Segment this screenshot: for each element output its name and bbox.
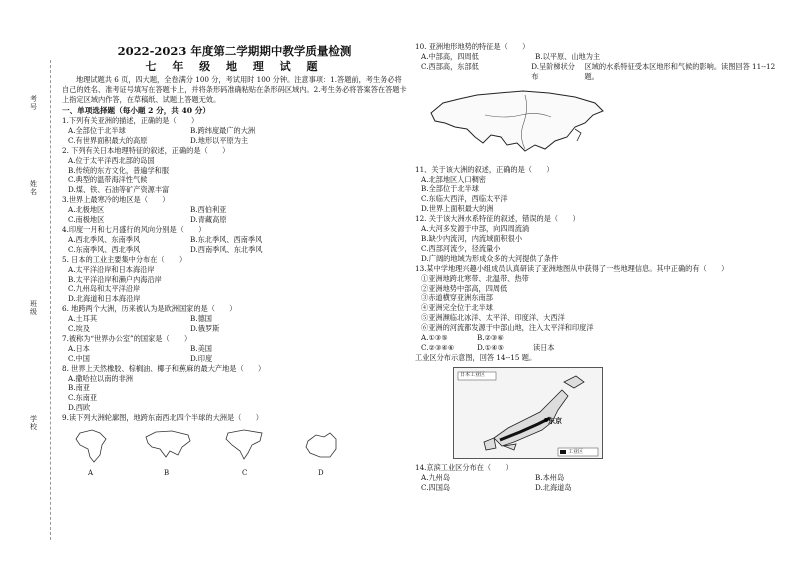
option-a[interactable]: A.北极地区 <box>68 205 105 215</box>
map-title: 日本工业区 <box>460 371 486 378</box>
option-c[interactable]: C.有世界面积最大的高原 <box>68 135 148 145</box>
option-a[interactable]: A.土耳其 <box>68 314 98 324</box>
question-5 <box>62 255 407 305</box>
option-b[interactable]: B.本州岛 <box>535 472 565 482</box>
question-13 <box>415 264 785 363</box>
option-b[interactable]: B.全部位于北半球 <box>421 184 479 194</box>
right-column <box>415 42 785 492</box>
japan-map-icon <box>454 368 604 460</box>
map-label-tokyo: 东京 <box>548 415 562 425</box>
question-10 <box>415 42 785 82</box>
question-11 <box>415 165 785 215</box>
question-9 <box>62 413 407 478</box>
option-b[interactable]: B.德国 <box>190 314 212 324</box>
asia-map-icon <box>425 85 610 161</box>
question-stem: 5. 日本的工业主要集中分布在（ ） <box>62 254 187 264</box>
option-d[interactable]: D.呈阶梯状分布 <box>531 61 575 81</box>
option-c[interactable]: C.东南亚 <box>68 393 98 403</box>
statement: ③赤道横穿亚洲东南部 <box>421 293 493 303</box>
passage-intro-start: 读日本 <box>533 342 555 352</box>
side-label-exam-no: 考号 <box>30 95 37 111</box>
section-heading: 一、单项选择题（每小题 2 分，共 40 分） <box>62 106 210 115</box>
passage-intro: 工业区分布示意图，回答 14--15 题。 <box>415 352 537 362</box>
africa-outline-icon[interactable] <box>72 427 112 465</box>
exam-subtitle: 七 年 级 地 理 试 题 <box>145 60 324 73</box>
side-label-name: 姓名 <box>30 180 37 196</box>
question-stem: 10. 亚洲地形地势的特征是（ ） <box>415 42 530 51</box>
question-stem: 3.世界上最寒冷的地区是（ ） <box>62 195 170 205</box>
question-stem: 8. 世界上天然橡胶、棕榈油、椰子和蕉麻的最大产地是（ ） <box>62 363 266 373</box>
binding-line <box>50 60 51 540</box>
left-column <box>62 42 407 478</box>
passage-intro: 区域的水系特征受本区地形和气候的影响。读图回答 11--12 题。 <box>584 61 776 81</box>
option-c[interactable]: C.②③④⑥ <box>421 342 455 352</box>
option-d[interactable]: D.西欧 <box>68 403 91 413</box>
option-b[interactable]: B <box>164 469 170 478</box>
option-d[interactable]: D.北海道和日本海沿岸 <box>68 294 141 304</box>
option-b[interactable]: B.西伯利亚 <box>190 205 227 215</box>
question-3 <box>62 195 407 225</box>
option-b[interactable]: B.以平原、山地为主 <box>535 51 601 61</box>
australia-outline-icon[interactable] <box>302 427 342 465</box>
option-d[interactable]: D.西南季风、东北季风 <box>190 244 263 254</box>
option-b[interactable]: B.缺少内流河，内流域面积很小 <box>421 233 523 243</box>
question-2 <box>62 146 407 196</box>
option-b[interactable]: B.跨纬度最广的大洲 <box>190 125 256 135</box>
option-c[interactable]: C.西部河流少，径流量小 <box>421 243 501 253</box>
question-stem: 14.京滨工业区分布在（ ） <box>415 462 513 472</box>
option-b[interactable]: B.②③⑥ <box>477 333 504 343</box>
option-c[interactable]: C.典型的温带海洋性气候 <box>68 175 148 185</box>
japan-industry-map <box>453 367 603 459</box>
question-stem: 9.读下列大洲轮廓图，地跨东南西北四个半球的大洲是（ ） <box>62 413 263 423</box>
option-a[interactable]: A.全部位于北半球 <box>68 125 126 135</box>
option-a[interactable]: A.中部高，四周低 <box>421 51 479 61</box>
exam-notice: 地理试题共 6 页，四大题，全卷满分 100 分，考试用时 100 分钟。注意事项：1.答题前，考生务必将自己的姓名、准考证号填写在答题卡上，并将条形码准确粘贴在条形码区域内。2.考生务必将答案答在答题卡上指定区域内作答，在草稿纸、试题上答题无效。 <box>62 75 407 104</box>
option-d[interactable]: D.地形以平原为主 <box>190 135 249 145</box>
question-stem: 2. 下列有关日本地理特征的叙述，正确的是（ ） <box>62 145 230 155</box>
option-d[interactable]: D.煤、铁、石油等矿产资源丰富 <box>68 185 170 195</box>
option-c[interactable]: C.九州岛和太平洋沿岸 <box>68 284 141 294</box>
option-b[interactable]: B.东北季风、西南季风 <box>190 234 263 244</box>
option-d[interactable]: D.北海道岛 <box>535 482 572 492</box>
asia-map <box>425 85 610 161</box>
option-b[interactable]: B.南亚 <box>68 383 90 393</box>
question-stem: 13.某中学地理兴趣小组成员认真研读了亚洲地图从中获得了一些地理信息。其中正确的有（ ） <box>415 263 729 273</box>
option-a[interactable]: A.撒哈拉以南的非洲 <box>68 373 133 383</box>
question-stem: 7.被称为“世界办公室”的国家是（ ） <box>62 333 192 343</box>
option-a[interactable]: A.①③⑤ <box>421 333 448 343</box>
question-1 <box>62 116 407 146</box>
option-d[interactable]: D.印度 <box>190 353 213 363</box>
option-a[interactable]: A.位于太平洋西北部的岛国 <box>68 155 155 165</box>
question-6 <box>62 304 407 334</box>
option-b[interactable]: B.太平洋沿岸和濑户内海沿岸 <box>68 274 162 284</box>
option-d[interactable]: D.广阔的地域为形成众多的大河提供了条件 <box>421 253 559 263</box>
option-a[interactable]: A.九州岛 <box>421 472 451 482</box>
question-12 <box>415 214 785 264</box>
option-c[interactable]: C.埃及 <box>68 324 90 334</box>
exam-title: 2022-2023 年度第二学期期中教学质量检测 <box>117 44 352 58</box>
option-d[interactable]: D.①④⑤ <box>477 342 505 352</box>
question-14 <box>415 463 785 493</box>
binding-margin <box>30 60 44 540</box>
option-c[interactable]: C.东南季风、西北季风 <box>68 244 141 254</box>
option-a[interactable]: A.西北季风、东南季风 <box>68 234 141 244</box>
option-a[interactable]: A.日本 <box>68 343 90 353</box>
option-c[interactable]: C.西部高，东部低 <box>421 61 479 71</box>
statement: ④亚洲完全位于北半球 <box>421 303 493 313</box>
statement: ⑤亚洲濒临北冰洋、太平洋、印度洋、大西洋 <box>421 313 565 323</box>
question-4 <box>62 225 407 255</box>
option-d[interactable]: D <box>318 469 324 478</box>
option-a[interactable]: A.太平洋沿岸和日本海沿岸 <box>68 264 155 274</box>
map-legend: 工业区 <box>568 448 584 455</box>
question-stem: 11、关于该大洲的叙述，正确的是（ ） <box>415 164 554 174</box>
side-label-school: 学校 <box>30 415 37 431</box>
continent-outlines <box>62 427 407 478</box>
option-d[interactable]: D.世界上面积最大的洲 <box>421 204 494 214</box>
question-stem: 12. 关于该大洲水系特征的叙述，错误的是（ ） <box>415 214 580 224</box>
question-stem: 1.下列有关亚洲的描述，正确的是（ ） <box>62 116 199 125</box>
asia-outline-icon[interactable] <box>142 427 194 465</box>
question-stem: 4.印度一月和七月盛行的风向分别是（ ） <box>62 224 206 234</box>
side-label-class: 班级 <box>30 300 37 316</box>
option-c[interactable]: C <box>242 469 248 478</box>
question-8 <box>62 364 407 414</box>
question-7 <box>62 334 407 364</box>
option-a[interactable]: A <box>88 469 94 478</box>
option-a[interactable]: A.大河多发源于中部，向四周流淌 <box>421 224 530 234</box>
statement: ①亚洲地跨北寒带、北温带、热带 <box>421 273 529 283</box>
option-a[interactable]: A.北部地区人口稠密 <box>421 174 486 184</box>
option-c[interactable]: C.南极地区 <box>68 215 105 225</box>
question-stem: 6. 地跨两个大洲，历来被认为是欧洲国家的是（ ） <box>62 304 237 314</box>
option-c[interactable]: C.东临大西洋，西临太平洋 <box>421 194 508 204</box>
option-b[interactable]: B.美国 <box>190 343 212 353</box>
option-c[interactable]: C.四国岛 <box>421 482 451 492</box>
option-c[interactable]: C.中国 <box>68 353 90 363</box>
option-d[interactable]: D.青藏高原 <box>190 215 227 225</box>
option-d[interactable]: D.俄罗斯 <box>190 324 220 334</box>
statement: ⑥亚洲的河流都发源于中部山地，注入太平洋和印度洋 <box>421 323 594 333</box>
statement: ②亚洲地势中部高，四周低 <box>421 283 508 293</box>
option-b[interactable]: B.传统的东方文化，普遍学和服 <box>68 165 170 175</box>
north-america-outline-icon[interactable] <box>222 427 268 465</box>
